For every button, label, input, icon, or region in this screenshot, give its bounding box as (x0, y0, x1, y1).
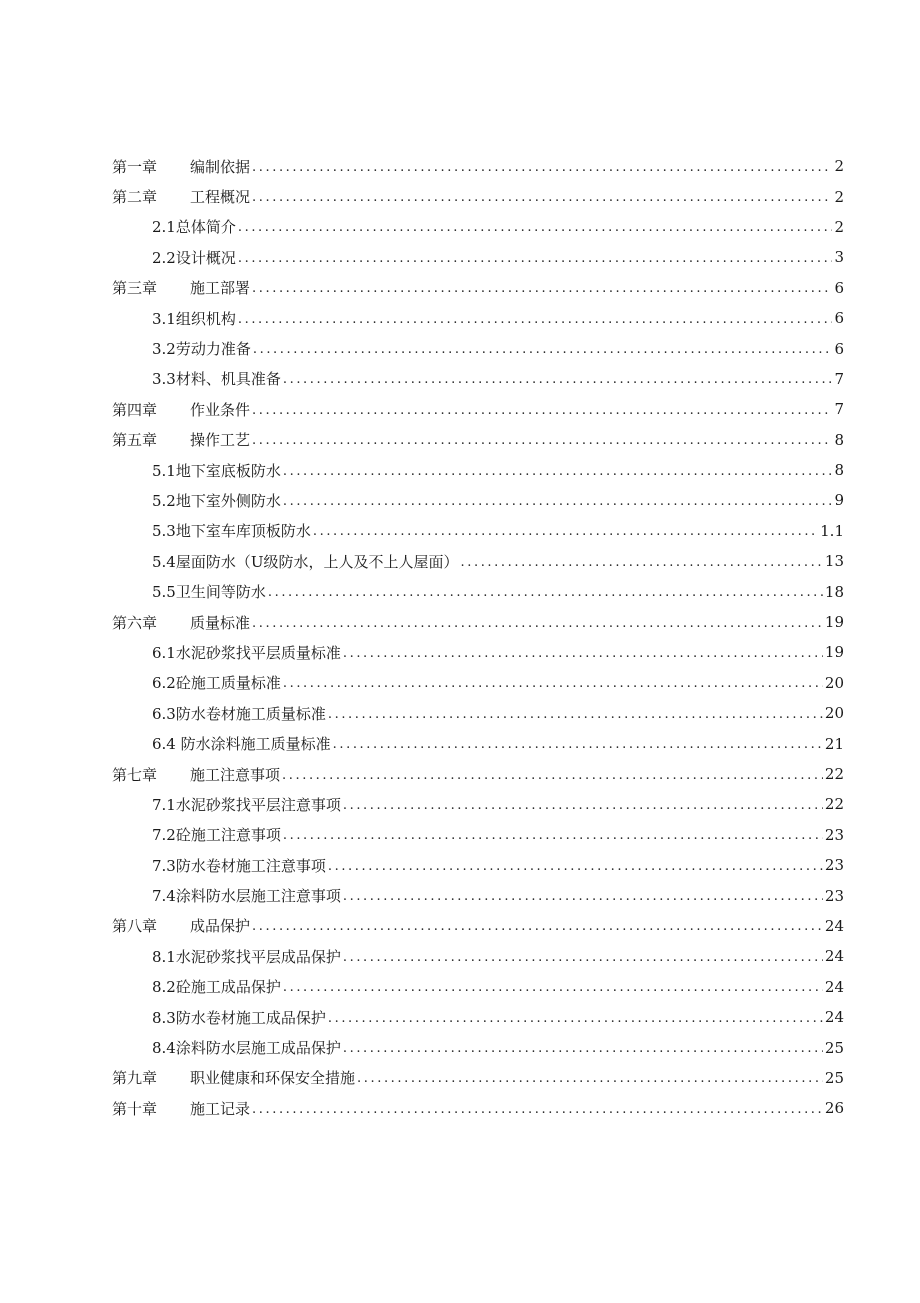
toc-dot-leader (283, 494, 833, 509)
toc-entry-title: 5.4屋面防水（U级防水，上人及不上人屋面） (152, 552, 459, 571)
toc-section-entry[interactable] (0, 820, 920, 850)
toc-dot-leader (238, 251, 833, 266)
toc-page-number: 3 (834, 248, 844, 267)
toc-page-number: 9 (834, 491, 844, 510)
toc-entry-title: 职业健康和环保安全措施 (190, 1069, 356, 1088)
toc-dot-leader (252, 160, 832, 175)
toc-entry-title: 工程概况 (190, 188, 251, 207)
toc-dot-leader (283, 676, 823, 691)
toc-dot-leader (238, 312, 833, 327)
toc-entry-title: 7.3防水卷材施工注意事项 (152, 856, 326, 875)
toc-entry-title: 施工注意事项 (190, 765, 281, 784)
toc-dot-leader (343, 1041, 823, 1056)
toc-page-number: 1.1 (820, 521, 844, 540)
toc-section-entry[interactable] (0, 637, 920, 667)
table-of-contents (0, 151, 920, 1124)
toc-page-number: 25 (824, 1068, 844, 1087)
toc-dot-leader (461, 555, 823, 570)
toc-entry-title: 6.4 防水涂料施工质量标准 (152, 735, 331, 754)
toc-entry-title: 施工部署 (190, 279, 251, 298)
toc-dot-leader (252, 190, 832, 205)
toc-chapter-entry[interactable] (0, 759, 920, 789)
toc-entry-title: 质量标准 (190, 613, 251, 632)
toc-dot-leader (282, 768, 823, 783)
toc-entry-title: 6.2砼施工质量标准 (152, 674, 281, 693)
toc-dot-leader (283, 828, 823, 843)
toc-page-number: 24 (824, 947, 844, 966)
toc-entry-title: 5.3地下室车库顶板防水 (152, 522, 311, 541)
toc-dot-leader (252, 919, 823, 934)
toc-entry-title: 2.1总体简介 (152, 218, 236, 237)
toc-dot-leader (283, 372, 833, 387)
toc-chapter-entry[interactable] (0, 1063, 920, 1093)
toc-dot-leader (253, 342, 833, 357)
toc-dot-leader (252, 281, 832, 296)
toc-chapter-number: 第二章 (112, 188, 158, 207)
toc-dot-leader (343, 950, 823, 965)
toc-chapter-number: 第十章 (112, 1099, 158, 1118)
toc-page-number: 2 (834, 187, 844, 206)
toc-entry-title: 8.1水泥砂浆找平层成品保护 (152, 947, 341, 966)
toc-page-number: 13 (824, 552, 844, 571)
toc-page-number: 23 (824, 825, 844, 844)
toc-section-entry[interactable] (0, 242, 920, 272)
toc-page-number: 7 (834, 369, 844, 388)
toc-section-entry[interactable] (0, 364, 920, 394)
toc-page-number: 24 (824, 916, 844, 935)
toc-section-entry[interactable] (0, 698, 920, 728)
toc-page-number: 2 (834, 217, 844, 236)
toc-entry-title: 6.3防水卷材施工质量标准 (152, 704, 326, 723)
toc-section-entry[interactable] (0, 576, 920, 606)
toc-page-number: 25 (824, 1038, 844, 1057)
toc-chapter-entry[interactable] (0, 394, 920, 424)
toc-entry-title: 8.4涂料防水层施工成品保护 (152, 1039, 341, 1058)
toc-chapter-number: 第三章 (112, 279, 158, 298)
toc-entry-title: 施工记录 (190, 1099, 251, 1118)
toc-page-number: 6 (834, 339, 844, 358)
toc-chapter-number: 第一章 (112, 157, 158, 176)
toc-dot-leader (343, 798, 823, 813)
toc-page-number: 6 (834, 309, 844, 328)
toc-section-entry[interactable] (0, 789, 920, 819)
toc-entry-title: 7.1水泥砂浆找平层注意事项 (152, 795, 341, 814)
toc-page-number: 18 (824, 582, 844, 601)
toc-section-entry[interactable] (0, 880, 920, 910)
toc-section-entry[interactable] (0, 212, 920, 242)
toc-page-number: 19 (824, 643, 844, 662)
toc-dot-leader (328, 1011, 823, 1026)
toc-dot-leader (357, 1071, 823, 1086)
toc-page-number: 23 (824, 856, 844, 875)
toc-section-entry[interactable] (0, 1032, 920, 1062)
toc-entry-title: 5.1地下室底板防水 (152, 461, 281, 480)
toc-entry-title: 3.1组织机构 (152, 309, 236, 328)
toc-chapter-entry[interactable] (0, 273, 920, 303)
toc-dot-leader (333, 737, 823, 752)
toc-dot-leader (343, 646, 823, 661)
toc-entry-title: 3.3材料、机具准备 (152, 370, 281, 389)
toc-entry-title: 作业条件 (190, 400, 251, 419)
toc-chapter-entry[interactable] (0, 425, 920, 455)
toc-dot-leader (328, 859, 823, 874)
toc-section-entry[interactable] (0, 728, 920, 758)
toc-page-number: 8 (834, 430, 844, 449)
toc-section-entry[interactable] (0, 546, 920, 576)
toc-section-entry[interactable] (0, 516, 920, 546)
toc-page-number: 21 (824, 734, 844, 753)
toc-dot-leader (252, 433, 832, 448)
toc-page-number: 24 (824, 977, 844, 996)
toc-page-number: 20 (824, 673, 844, 692)
toc-chapter-number: 第四章 (112, 400, 158, 419)
toc-dot-leader (238, 220, 833, 235)
toc-dot-leader (252, 616, 823, 631)
toc-dot-leader (283, 980, 823, 995)
toc-entry-title: 8.3防水卷材施工成品保护 (152, 1008, 326, 1027)
toc-entry-title: 编制依据 (190, 157, 251, 176)
toc-page-number: 24 (824, 1008, 844, 1027)
toc-chapter-number: 第七章 (112, 765, 158, 784)
toc-chapter-number: 第五章 (112, 431, 158, 450)
toc-section-entry[interactable] (0, 455, 920, 485)
toc-chapter-number: 第九章 (112, 1069, 158, 1088)
toc-section-entry[interactable] (0, 303, 920, 333)
toc-entry-title: 7.2砼施工注意事项 (152, 826, 281, 845)
toc-page-number: 19 (824, 613, 844, 632)
toc-page-number: 26 (824, 1099, 844, 1118)
toc-page-number: 23 (824, 886, 844, 905)
toc-entry-title: 2.2设计概况 (152, 248, 236, 267)
toc-section-entry[interactable] (0, 333, 920, 363)
toc-chapter-entry[interactable] (0, 181, 920, 211)
toc-page-number: 7 (834, 400, 844, 419)
toc-dot-leader (252, 403, 832, 418)
toc-chapter-entry[interactable] (0, 607, 920, 637)
toc-dot-leader (268, 585, 823, 600)
toc-chapter-entry[interactable] (0, 151, 920, 181)
toc-page-number: 20 (824, 704, 844, 723)
toc-section-entry[interactable] (0, 850, 920, 880)
toc-page-number: 2 (834, 157, 844, 176)
toc-entry-title: 3.2劳动力准备 (152, 340, 251, 359)
toc-dot-leader (328, 707, 823, 722)
toc-section-entry[interactable] (0, 941, 920, 971)
toc-section-entry[interactable] (0, 972, 920, 1002)
toc-page-number: 22 (824, 795, 844, 814)
toc-chapter-number: 第八章 (112, 917, 158, 936)
toc-dot-leader (283, 464, 833, 479)
toc-entry-title: 成品保护 (190, 917, 251, 936)
toc-dot-leader (343, 889, 823, 904)
toc-chapter-entry[interactable] (0, 1093, 920, 1123)
toc-section-entry[interactable] (0, 485, 920, 515)
toc-section-entry[interactable] (0, 668, 920, 698)
toc-entry-title: 操作工艺 (190, 431, 251, 450)
toc-entry-title: 7.4涂料防水层施工注意事项 (152, 887, 341, 906)
toc-page-number: 8 (834, 461, 844, 480)
toc-page-number: 22 (824, 765, 844, 783)
toc-entry-title: 6.1水泥砂浆找平层质量标准 (152, 643, 341, 662)
toc-entry-title: 5.5卫生间等防水 (152, 583, 266, 602)
toc-dot-leader (313, 524, 818, 539)
toc-chapter-number: 第六章 (112, 613, 158, 632)
toc-entry-title: 8.2砼施工成品保护 (152, 978, 281, 997)
toc-page-number: 6 (834, 278, 844, 297)
toc-entry-title: 5.2地下室外侧防水 (152, 491, 281, 510)
toc-section-entry[interactable] (0, 1002, 920, 1032)
toc-dot-leader (252, 1102, 823, 1117)
toc-chapter-entry[interactable] (0, 911, 920, 941)
